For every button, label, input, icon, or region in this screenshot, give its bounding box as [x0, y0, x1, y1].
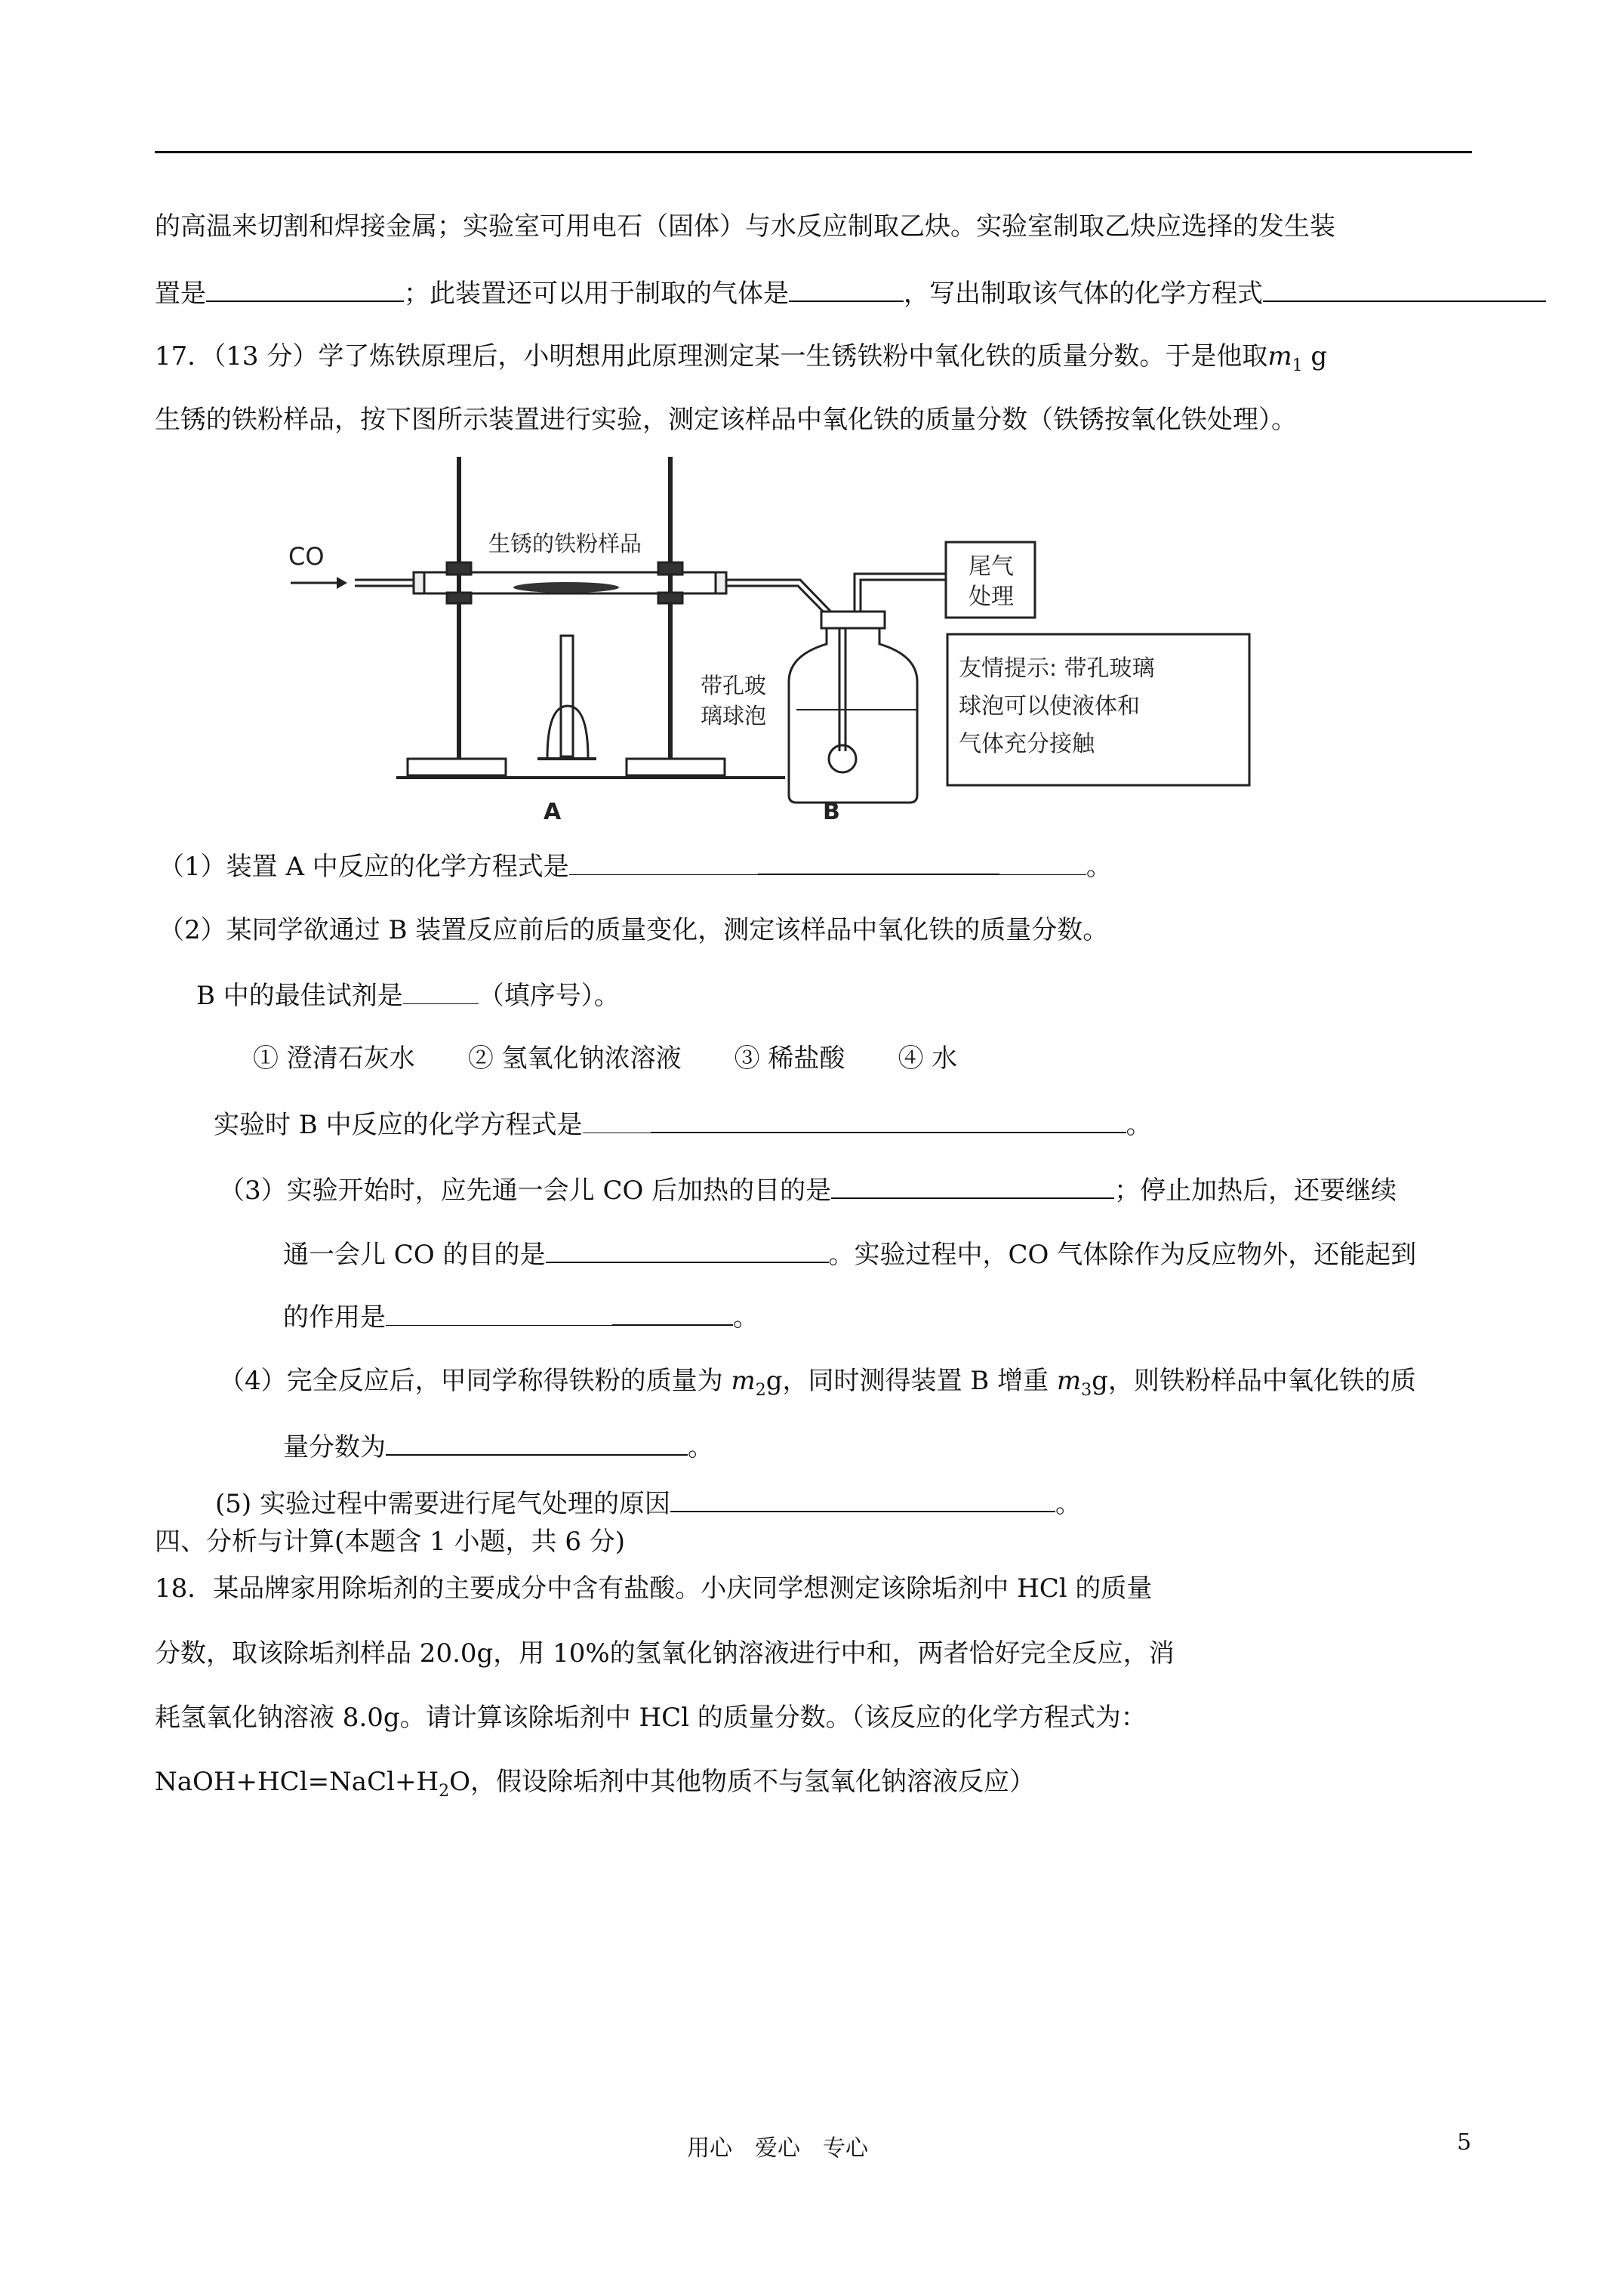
label-b: B — [823, 799, 840, 825]
answer-blank[interactable] — [386, 1428, 688, 1456]
text-line — [155, 340, 1327, 383]
text-span: （3）实验开始时，应先通一会儿 CO 后加热的目的是 — [219, 1176, 832, 1206]
text-span: (5) 实验过程中需要进行尾气处理的原因 — [215, 1489, 670, 1519]
bulb-label-2: 璃球泡 — [701, 703, 767, 729]
question-4 — [219, 1364, 1416, 1407]
answer-blank[interactable] — [789, 275, 904, 302]
porous-bulb — [829, 745, 856, 772]
question-2: （2）某同学欲通过 B 装置反应前后的质量变化，测定该样品中氧化铁的质量分数。 — [159, 915, 1109, 945]
stand-base-left — [408, 759, 506, 775]
text-span: NaOH+HCl=NaCl+H — [155, 1767, 439, 1797]
text-line — [155, 275, 1546, 310]
subscript: 2 — [755, 1380, 766, 1400]
subscript: 1 — [1292, 356, 1303, 375]
answer-blank[interactable] — [206, 275, 404, 302]
label-a: A — [544, 799, 562, 825]
mass-symbol: m — [1056, 1366, 1082, 1396]
answer-blank[interactable] — [831, 1172, 1114, 1199]
question-1 — [159, 849, 1112, 883]
gas-wash-bottle — [789, 625, 917, 803]
tip-line-3: 气体充分接触 — [959, 731, 1095, 757]
tail-label-2: 处理 — [969, 584, 1014, 610]
bulb-label-1: 带孔玻 — [701, 673, 767, 698]
footer-motto: 用心 爱心 专心 — [687, 2135, 868, 2162]
apparatus-figure — [272, 453, 1253, 831]
subscript: 2 — [439, 1781, 450, 1801]
text-span: ，写出制取该气体的化学方程式 — [904, 279, 1263, 309]
tail-label-1: 尾气 — [969, 553, 1014, 580]
answer-blank[interactable] — [546, 1236, 829, 1263]
alcohol-lamp-wick — [561, 636, 573, 757]
answer-blank[interactable] — [386, 1300, 733, 1326]
problem-18-line-1: 18．某品牌家用除垢剂的主要成分中含有盐酸。小庆同学想测定该除垢剂中 HCl 的质量 — [155, 1573, 1153, 1604]
option-4: ④ 水 — [898, 1043, 958, 1074]
text-span: 。 — [688, 1432, 713, 1462]
sample-label: 生锈的铁粉样品 — [488, 531, 642, 556]
text-line: 的高温来切割和焊接金属；实验室可用电石（固体）与水反应制取乙炔。实验室制取乙炔应选择的发生装 — [155, 211, 1335, 242]
text-span: 。 — [733, 1302, 759, 1333]
question-3 — [219, 1172, 1397, 1207]
mass-symbol: m — [1267, 341, 1292, 371]
text-line: 生锈的铁粉样品，按下图所示装置进行实验，测定该样品中氧化铁的质量分数（铁锈按氧化铁处理）。 — [155, 405, 1297, 435]
question-3c — [283, 1300, 759, 1334]
text-span: （填序号）。 — [478, 981, 620, 1011]
clamp-right — [658, 562, 682, 575]
text-span: g，则铁粉样品中氧化铁的质 — [1092, 1366, 1416, 1396]
option-3: ③ 稀盐酸 — [734, 1043, 845, 1074]
option-2: ② 氢氧化钠浓溶液 — [467, 1043, 682, 1074]
text-span: 。 — [1055, 1489, 1081, 1519]
text-span: 量分数为 — [283, 1432, 386, 1462]
section-heading: 四、分析与计算(本题含 1 小题，共 6 分) — [155, 1527, 626, 1557]
tip-line-2: 球泡可以使液体和 — [959, 693, 1140, 720]
text-span: 通一会儿 CO 的目的是 — [283, 1240, 546, 1270]
question-3b — [283, 1236, 1416, 1271]
answer-blank[interactable] — [583, 1108, 1126, 1133]
text-span: 置是 — [155, 279, 206, 309]
option-1: ① 澄清石灰水 — [253, 1043, 415, 1074]
subscript: 3 — [1081, 1380, 1092, 1400]
question-5 — [215, 1485, 1081, 1521]
question-4b — [283, 1428, 713, 1464]
mass-symbol: m — [731, 1366, 756, 1396]
problem-18-line-4 — [155, 1765, 1035, 1808]
text-span: ；此装置还可以用于制取的气体是 — [404, 279, 789, 309]
text-span: 的作用是 — [283, 1302, 386, 1333]
header-rule — [155, 151, 1472, 153]
text-span: B 中的最佳试剂是 — [196, 981, 403, 1011]
text-span: 。 — [1126, 1110, 1152, 1140]
text-span: g，同时测得装置 B 增重 — [765, 1366, 1057, 1396]
text-span: （1）装置 A 中反应的化学方程式是 — [159, 852, 569, 882]
problem-18-line-3: 耗氢氧化钠溶液 8.0g。请计算该除垢剂中 HCl 的质量分数。（该反应的化学方程式为： — [155, 1703, 1147, 1733]
answer-blank[interactable] — [569, 849, 1086, 875]
tip-line-1: 友情提示: 带孔玻璃 — [959, 655, 1155, 682]
iron-powder — [513, 582, 619, 593]
text-span: ；停止加热后，还要继续 — [1114, 1176, 1397, 1206]
question-2b — [196, 978, 620, 1012]
stand-base-right — [627, 759, 725, 775]
text-span: 实验时 B 中反应的化学方程式是 — [214, 1110, 583, 1140]
page-number: 5 — [1457, 2129, 1472, 2156]
answer-blank[interactable] — [1263, 275, 1546, 302]
answer-blank[interactable] — [670, 1485, 1055, 1512]
answer-blank[interactable] — [403, 978, 479, 1004]
text-span: 。实验过程中，CO 气体除作为反应物外，还能起到 — [828, 1240, 1417, 1270]
question-2c — [214, 1108, 1152, 1142]
alcohol-lamp — [547, 706, 588, 759]
problem-18-line-2: 分数，取该除垢剂样品 20.0g，用 10%的氢氧化钠溶液进行中和，两者恰好完全反应，消 — [155, 1638, 1175, 1669]
text-span: （4）完全反应后，甲同学称得铁粉的质量为 — [219, 1366, 731, 1396]
text-span: 。 — [1086, 852, 1112, 882]
options-row — [253, 1042, 1010, 1075]
co-label: CO — [288, 542, 325, 571]
text-span: g — [1302, 341, 1328, 371]
text-span: O，假设除垢剂中其他物质不与氢氧化钠溶液反应） — [449, 1767, 1035, 1797]
text-span: 17．（13 分）学了炼铁原理后，小明想用此原理测定某一生锈铁粉中氧化铁的质量分数。于是他取 — [155, 341, 1268, 371]
clamp-left — [447, 562, 471, 575]
